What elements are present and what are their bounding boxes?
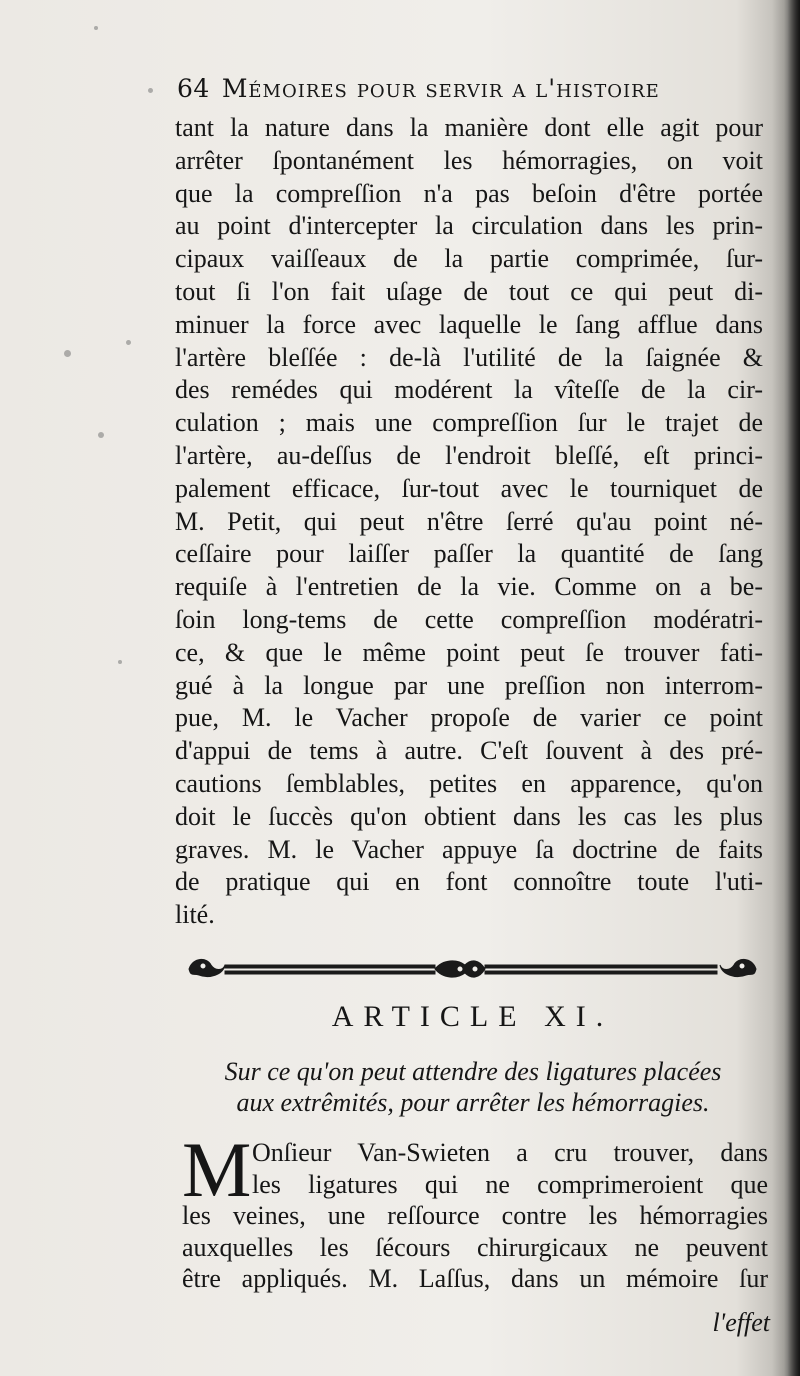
paper-speck <box>98 432 104 438</box>
running-head: Mémoires pour servir a l'histoire <box>221 74 660 103</box>
paper-speck <box>118 660 122 664</box>
main-text-block <box>175 112 763 932</box>
page-edge-shadow <box>772 0 800 1376</box>
drop-cap: M <box>182 1126 252 1213</box>
text-line: les veines, une reſſource contre les hémorragies <box>182 1201 768 1230</box>
subtitle-line: Sur ce qu'on peut attendre des ligatures placées <box>224 1057 722 1086</box>
text-line: culation ; mais une compreſſion ſur le trajet de <box>175 408 763 438</box>
text-line: auxquelles les ſécours chirurgicaux ne peuvent <box>182 1232 768 1262</box>
text-line: lité. <box>175 900 215 930</box>
text-line: ce, & que le même point peut ſe trouver fati- <box>175 637 763 667</box>
text-line: l'artère bleſſée : de-là l'utilité de la ſaignée & <box>175 342 763 372</box>
text-line: au point d'intercepter la circulation dans les prin- <box>175 211 763 241</box>
text-line: M. Petit, qui peut n'être ſerré qu'au point né- <box>175 506 763 536</box>
text-line: d'appui de tems à autre. C'eſt ſouvent à des pré- <box>175 736 763 766</box>
text-line: que la compreſſion n'a pas beſoin d'être portée <box>175 178 763 208</box>
text-line: gué à la longue par une preſſion non interrom- <box>175 670 763 700</box>
text-line: tant la nature dans la manière dont elle agit pour <box>175 113 763 142</box>
text-line: des remédes qui modérent la vîteſſe de la cir- <box>175 375 763 405</box>
text-line: doit le ſuccès qu'on obtient dans les cas les plus <box>175 801 763 831</box>
text-line: l'artère, au-deſſus de l'endroit bleſſé, eſt princi- <box>175 440 763 470</box>
text-line: tout ſi l'on fait uſage de tout ce qui peut di- <box>175 276 763 306</box>
ornamental-divider <box>185 953 760 985</box>
text-line: Onſieur Van-Swieten a cru trouver, dans <box>252 1138 768 1167</box>
text-line: cautions ſemblables, petites en apparence, qu'on <box>175 768 763 798</box>
page-number: 64 <box>177 74 210 103</box>
paper-speck <box>148 88 153 93</box>
article-text-block <box>182 1126 768 1295</box>
text-line: pue, M. le Vacher propoſe de varier ce point <box>175 703 763 733</box>
article-subtitle <box>180 1056 766 1118</box>
text-line: ſoin long-tems de cette compreſſion modératri- <box>175 604 763 634</box>
text-line: minuer la force avec laquelle le ſang afflue dans <box>175 309 763 339</box>
text-line: être appliqués. M. Laſſus, dans un mémoire ſur <box>182 1264 768 1293</box>
article-title: ARTICLE XI. <box>331 1000 614 1033</box>
text-line: les ligatures qui ne comprimeroient que <box>252 1169 768 1199</box>
catchword: l'effet <box>712 1308 770 1337</box>
text-line: ceſſaire pour laiſſer paſſer la quantité de ſang <box>175 539 763 569</box>
subtitle-line: aux extrêmités, pour arrêter les hémorragies. <box>236 1088 710 1117</box>
text-line: requiſe à l'entretien de la vie. Comme on a be- <box>175 572 763 602</box>
text-line: palement efficace, ſur-tout avec le tourniquet de <box>175 473 763 503</box>
paper-speck <box>64 350 71 357</box>
paper-speck <box>126 340 131 345</box>
text-line: arrêter ſpontanément les hémorragies, on voit <box>175 145 763 175</box>
text-line: cipaux vaiſſeaux de la partie comprimée, ſur- <box>175 244 763 274</box>
text-line: de pratique qui en font connoître toute l'uti- <box>175 867 763 897</box>
text-line: graves. M. le Vacher appuye ſa doctrine de faits <box>175 834 763 864</box>
paper-speck <box>94 26 98 30</box>
page-header <box>177 74 747 103</box>
